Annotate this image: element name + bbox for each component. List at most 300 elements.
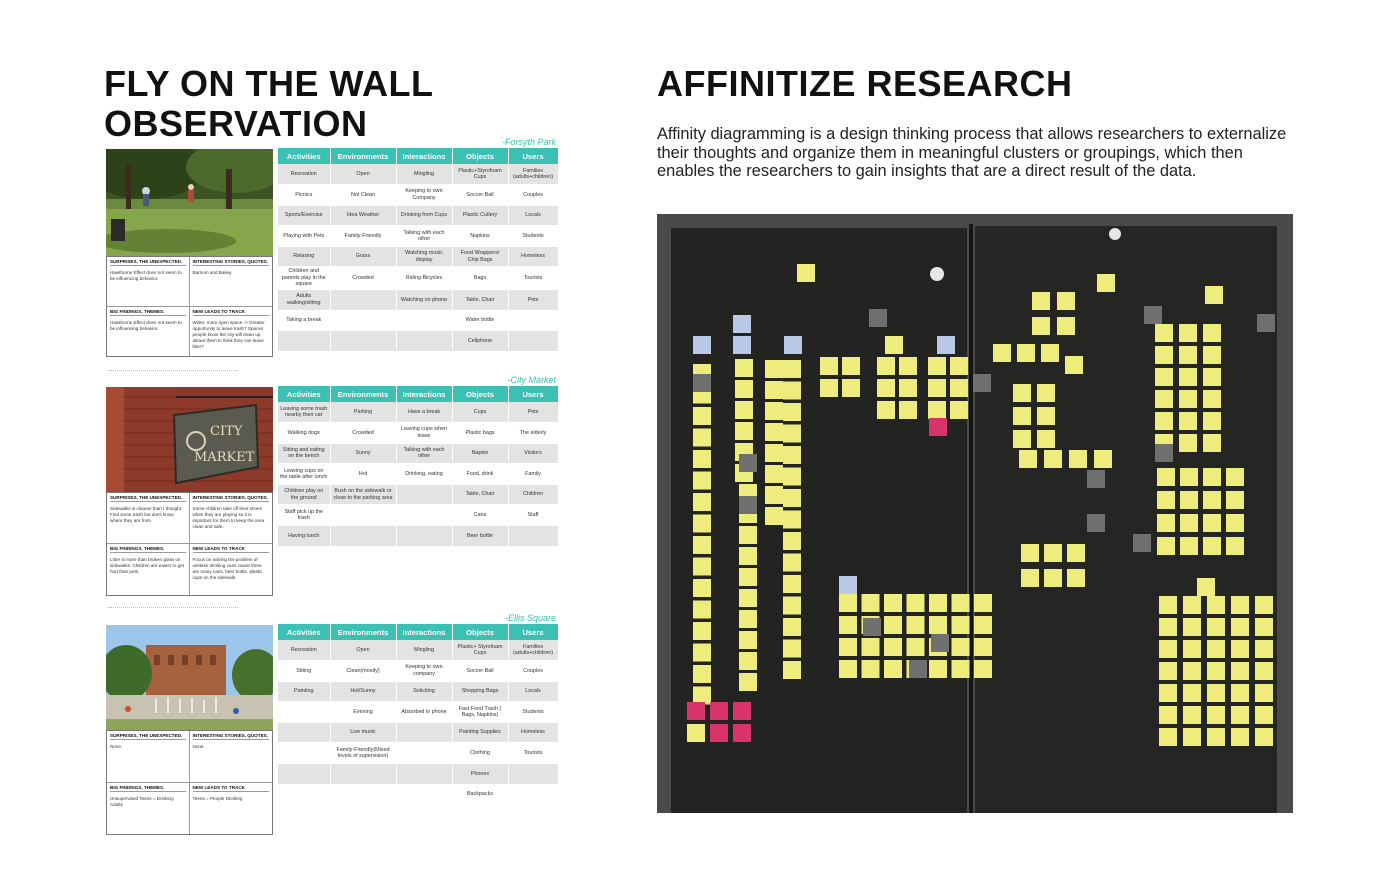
sticky-note	[1255, 596, 1273, 614]
sticky-note	[765, 465, 783, 483]
table-cell: Children play on the ground	[278, 484, 330, 505]
table-cell: Napkin	[452, 443, 508, 464]
sticky-note	[1226, 514, 1244, 532]
table-cell: Leaving cups when leave	[396, 423, 452, 444]
sticky-note	[950, 401, 968, 419]
stories-heading: INTERESTING STORIES, QUOTES.	[192, 259, 268, 264]
observation-section-forsyth-park	[106, 137, 558, 357]
sticky-note	[929, 660, 947, 678]
sticky-note	[733, 702, 751, 720]
table-cell: Pets	[508, 402, 558, 423]
sticky-note	[877, 401, 895, 419]
sticky-note	[884, 660, 902, 678]
table-cell	[330, 289, 396, 310]
table-cell: Having lunch	[278, 526, 330, 547]
sticky-note	[1144, 306, 1162, 324]
table-cell: Parking	[330, 402, 396, 423]
column-header: Objects	[452, 386, 508, 402]
sticky-note	[693, 407, 711, 425]
sticky-note	[974, 616, 992, 634]
sticky-note	[1044, 569, 1062, 587]
sticky-note	[899, 401, 917, 419]
sticky-note	[952, 638, 970, 656]
table-cell	[508, 526, 558, 547]
sticky-note	[1159, 706, 1177, 724]
sticky-note	[1157, 537, 1175, 555]
sticky-note	[1255, 618, 1273, 636]
sticky-note	[1203, 537, 1221, 555]
table-cell: Cans	[452, 505, 508, 526]
sticky-note	[899, 379, 917, 397]
table-cell	[396, 484, 452, 505]
sticky-note	[1179, 434, 1197, 452]
sticky-note	[907, 616, 925, 634]
table-cell: Bush on the sidewalk or close to the parking area	[330, 484, 396, 505]
table-row	[278, 443, 558, 464]
sticky-note	[909, 660, 927, 678]
column-header: Activities	[278, 386, 330, 402]
sticky-note	[839, 660, 857, 678]
table-cell: Hot	[330, 464, 396, 485]
section-divider	[108, 370, 238, 371]
sticky-note	[928, 357, 946, 375]
sticky-note	[1179, 412, 1197, 430]
table-cell	[278, 784, 330, 805]
table-cell: Couples	[508, 185, 558, 206]
table-row	[278, 722, 558, 743]
sticky-note	[710, 702, 728, 720]
sticky-note	[687, 724, 705, 742]
surprises-text: Sidewalks is cleaner than I thought. Find some trash but don't know where they are from	[110, 506, 183, 523]
stories-text: Some children take off their shoes when they are playing so it is important for them to keep the area clean and safe.	[192, 506, 265, 529]
column-header: Users	[508, 624, 558, 640]
sticky-note	[1087, 470, 1105, 488]
sticky-note	[1179, 390, 1197, 408]
sticky-note	[1155, 346, 1173, 364]
sticky-note	[765, 423, 783, 441]
table-cell	[396, 743, 452, 764]
sticky-note	[693, 336, 711, 354]
sticky-note	[1069, 450, 1087, 468]
table-cell	[396, 722, 452, 743]
svg-text:CITY: CITY	[210, 424, 243, 439]
sticky-note	[1203, 324, 1221, 342]
table-row	[278, 246, 558, 267]
sticky-note	[1207, 706, 1225, 724]
table-cell: Children and parents play in the square	[278, 267, 330, 290]
sticky-note	[1157, 514, 1175, 532]
sticky-note	[693, 558, 711, 576]
table-cell: Sitting and eating on the bench	[278, 443, 330, 464]
table-cell: Family-Friendly(Mixed levels of supervision)	[330, 743, 396, 764]
table-cell	[330, 764, 396, 785]
sticky-note	[1255, 640, 1273, 658]
sticky-note	[1037, 384, 1055, 402]
table-cell: Grass	[330, 246, 396, 267]
table-cell: Tourists	[508, 267, 558, 290]
sticky-note	[1021, 569, 1039, 587]
sticky-note	[693, 579, 711, 597]
sticky-note	[1203, 468, 1221, 486]
table-row	[278, 484, 558, 505]
table-header	[278, 624, 558, 640]
table-cell: Mingling	[396, 640, 452, 661]
column-header: Environments	[330, 148, 396, 164]
table-cell	[278, 722, 330, 743]
sticky-note	[907, 594, 925, 612]
sticky-note	[1207, 596, 1225, 614]
sticky-note	[1041, 344, 1059, 362]
column-header: Interactions	[396, 624, 452, 640]
column-header: Objects	[452, 624, 508, 640]
table-cell: Pets	[508, 289, 558, 310]
sticky-note	[733, 724, 751, 742]
column-header: Activities	[278, 624, 330, 640]
table-cell	[508, 310, 558, 331]
table-cell: Have a break	[396, 402, 452, 423]
table-row	[278, 526, 558, 547]
table-cell	[396, 505, 452, 526]
sticky-note	[1231, 684, 1249, 702]
sticky-note	[783, 468, 801, 486]
sticky-note	[1159, 618, 1177, 636]
table-cell: Live music	[330, 722, 396, 743]
sticky-note	[1087, 514, 1105, 532]
table-row	[278, 784, 558, 805]
sticky-note	[974, 638, 992, 656]
sticky-note	[862, 660, 880, 678]
sticky-note	[1097, 274, 1115, 292]
sticky-note	[739, 454, 757, 472]
sticky-note	[974, 594, 992, 612]
sticky-note	[862, 594, 880, 612]
observation-title: FLY ON THE WALL OBSERVATION	[104, 63, 433, 144]
stories-text: Barnum and Bailey.	[192, 270, 233, 275]
sticky-note	[739, 610, 757, 628]
sticky-note	[1159, 640, 1177, 658]
table-cell: Picnics	[278, 185, 330, 206]
affinitize-title: AFFINITIZE RESEARCH	[657, 63, 1073, 104]
sticky-note	[899, 357, 917, 375]
sticky-note	[1203, 491, 1221, 509]
table-cell: Talking with each other	[396, 443, 452, 464]
table-cell: Table, Chair	[452, 289, 508, 310]
table-cell	[396, 526, 452, 547]
sticky-note	[950, 379, 968, 397]
sticky-note	[1037, 430, 1055, 448]
table-row	[278, 226, 558, 247]
table-cell	[278, 331, 330, 352]
sticky-note	[765, 381, 783, 399]
table-row	[278, 702, 558, 723]
table-cell: Cellphone	[452, 331, 508, 352]
svg-text:MARKET: MARKET	[194, 450, 255, 465]
sticky-note	[693, 601, 711, 619]
observation-section-ellis-square	[106, 613, 558, 835]
sticky-note	[693, 536, 711, 554]
table-cell: Cups	[452, 402, 508, 423]
sticky-note	[783, 532, 801, 550]
location-label: -Ellis Square	[504, 613, 556, 623]
table-cell	[330, 310, 396, 331]
table-cell: Absorbed in phone	[396, 702, 452, 723]
observation-table	[278, 624, 559, 805]
table-cell: Crowded	[330, 423, 396, 444]
table-cell: Families (adults+children)	[508, 164, 558, 185]
sticky-note	[1157, 468, 1175, 486]
observation-notes	[106, 730, 273, 835]
sticky-note	[1183, 662, 1201, 680]
surprises-heading: SURPRISES, THE UNEXPECTED.	[110, 733, 186, 740]
sticky-note	[1183, 640, 1201, 658]
sticky-note	[974, 660, 992, 678]
sticky-note	[1203, 434, 1221, 452]
sticky-note	[1157, 491, 1175, 509]
findings-text: Hawthorne Effect does not seem to be influencing behavior.	[110, 319, 182, 331]
sticky-note	[820, 379, 838, 397]
sticky-note	[1159, 684, 1177, 702]
sticky-note	[952, 616, 970, 634]
table-cell: Riding Bicycles	[396, 267, 452, 290]
sticky-note	[1179, 368, 1197, 386]
table-cell	[278, 743, 330, 764]
sticky-note	[693, 665, 711, 683]
sticky-note	[739, 568, 757, 586]
pin-icon	[1109, 228, 1121, 240]
sticky-note	[1205, 286, 1223, 304]
sticky-note	[1013, 407, 1031, 425]
sticky-note	[735, 401, 753, 419]
sticky-note	[1183, 706, 1201, 724]
column-header: Environments	[330, 386, 396, 402]
table-cell: Water bottle	[452, 310, 508, 331]
table-cell: Talking with each other	[396, 226, 452, 247]
sticky-note	[928, 379, 946, 397]
table-cell: Hot/Sunny	[330, 681, 396, 702]
sticky-note	[820, 357, 838, 375]
sticky-note	[1231, 706, 1249, 724]
table-cell	[396, 764, 452, 785]
sticky-note	[1155, 444, 1173, 462]
sticky-note	[765, 444, 783, 462]
sticky-note	[1180, 537, 1198, 555]
sticky-note	[1183, 618, 1201, 636]
column-header: Interactions	[396, 386, 452, 402]
table-row	[278, 423, 558, 444]
sticky-note	[687, 702, 705, 720]
sticky-note	[1057, 292, 1075, 310]
sticky-note	[877, 379, 895, 397]
table-cell: Couples	[508, 661, 558, 682]
sticky-note	[1057, 317, 1075, 335]
sticky-note	[783, 640, 801, 658]
sticky-note	[783, 575, 801, 593]
sticky-note	[993, 344, 1011, 362]
table-cell: Students	[508, 226, 558, 247]
table-cell: Family	[508, 464, 558, 485]
observation-notes	[106, 492, 273, 596]
location-label: -City Market	[507, 375, 556, 385]
sticky-note	[863, 618, 881, 636]
sticky-note	[1067, 544, 1085, 562]
findings-text: Litter is more than broken glass on sidewalks. Children are easier to get hurt than pets.	[110, 557, 185, 574]
sticky-note	[884, 594, 902, 612]
sticky-note	[1133, 534, 1151, 552]
table-cell	[508, 784, 558, 805]
table-cell: Painting	[278, 681, 330, 702]
sticky-note	[783, 618, 801, 636]
sticky-note	[710, 724, 728, 742]
sticky-note	[1183, 596, 1201, 614]
sticky-note	[1180, 514, 1198, 532]
sticky-note	[950, 357, 968, 375]
table-cell: Sunny	[330, 443, 396, 464]
sticky-note	[1231, 596, 1249, 614]
sticky-note	[783, 425, 801, 443]
sticky-note	[739, 496, 757, 514]
sticky-note	[839, 594, 857, 612]
sticky-note	[885, 336, 903, 354]
table-row	[278, 661, 558, 682]
table-cell: Fast Food Trash ( Bags, Napkins)	[452, 702, 508, 723]
observation-notes	[106, 256, 273, 357]
table-cell: Locals	[508, 681, 558, 702]
sticky-note	[1179, 346, 1197, 364]
sticky-note	[842, 379, 860, 397]
sticky-note	[928, 401, 946, 419]
table-cell: Family-Friendly	[330, 226, 396, 247]
table-cell: Playing with Pets	[278, 226, 330, 247]
sticky-note	[733, 315, 751, 333]
sticky-note	[693, 493, 711, 511]
table-row	[278, 267, 558, 290]
column-header: Environments	[330, 624, 396, 640]
sticky-note	[1013, 384, 1031, 402]
sticky-note	[973, 374, 991, 392]
table-cell: Recreation	[278, 640, 330, 661]
table-cell: Food, drink	[452, 464, 508, 485]
sticky-note	[797, 264, 815, 282]
table-cell: Keeping to own Company	[396, 185, 452, 206]
table-cell: Students	[508, 702, 558, 723]
sticky-note	[739, 589, 757, 607]
table-cell: Locals	[508, 205, 558, 226]
table-cell: Tourists	[508, 743, 558, 764]
leads-heading: NEW LEADS TO TRACK	[193, 785, 270, 792]
table-cell: Sitting	[278, 661, 330, 682]
table-cell	[278, 702, 330, 723]
sticky-note	[1257, 314, 1275, 332]
sticky-note	[1044, 450, 1062, 468]
table-cell: Not Clean	[330, 185, 396, 206]
table-row	[278, 640, 558, 661]
sticky-note	[693, 472, 711, 490]
sticky-note	[765, 360, 783, 378]
table-row	[278, 185, 558, 206]
sticky-note	[783, 661, 801, 679]
table-cell: Families (adults+children)	[508, 640, 558, 661]
park-photo	[106, 149, 273, 261]
sticky-note	[1179, 324, 1197, 342]
findings-heading: BIG FINDINGS, THEMES.	[110, 546, 186, 553]
table-row	[278, 505, 558, 526]
table-cell	[330, 784, 396, 805]
table-cell: Leaving some trash nearby their car	[278, 402, 330, 423]
table-row	[278, 743, 558, 764]
table-cell: Bags	[452, 267, 508, 290]
sticky-note	[1155, 390, 1173, 408]
table-cell: Idea Weather	[330, 205, 396, 226]
square-photo	[106, 625, 273, 731]
table-cell	[330, 331, 396, 352]
stories-text: None.	[192, 744, 205, 749]
sticky-note	[1183, 684, 1201, 702]
stories-heading: INTERESTING STORIES, QUOTES.	[192, 733, 268, 738]
table-cell: Homeless	[508, 722, 558, 743]
sticky-note	[1231, 640, 1249, 658]
table-cell: Painting Supplies	[452, 722, 508, 743]
sticky-note	[739, 526, 757, 544]
table-cell: Plastic+Styrofoam Cups	[452, 164, 508, 185]
table-cell: Clean(mostly)	[330, 661, 396, 682]
sticky-note	[1203, 368, 1221, 386]
table-row	[278, 681, 558, 702]
sticky-note	[765, 507, 783, 525]
sticky-note	[1255, 684, 1273, 702]
sticky-note	[1180, 468, 1198, 486]
sticky-note	[842, 357, 860, 375]
table-cell: Napkins	[452, 226, 508, 247]
sticky-note	[1019, 450, 1037, 468]
sticky-note	[739, 652, 757, 670]
table-cell: Visitors	[508, 443, 558, 464]
findings-text: Unsupervised Teens = Drinking Adults	[110, 795, 174, 807]
sticky-note	[1231, 618, 1249, 636]
pin-icon	[930, 267, 944, 281]
sticky-note	[1155, 324, 1173, 342]
table-cell: Soliciting	[396, 681, 452, 702]
table-cell: Staff	[508, 505, 558, 526]
sticky-note	[929, 616, 947, 634]
sticky-note	[733, 336, 751, 354]
sticky-note	[869, 309, 887, 327]
sticky-note	[1021, 544, 1039, 562]
table-cell: Table, Chair	[452, 484, 508, 505]
table-cell	[396, 784, 452, 805]
sticky-note	[1155, 412, 1173, 430]
sticky-note	[739, 547, 757, 565]
table-cell: Recreation	[278, 164, 330, 185]
sticky-note	[784, 336, 802, 354]
sticky-note	[1231, 728, 1249, 746]
table-cell: Homeless	[508, 246, 558, 267]
sticky-note	[693, 515, 711, 533]
table-cell	[330, 526, 396, 547]
table-cell: Watching music display	[396, 246, 452, 267]
sticky-note	[1207, 684, 1225, 702]
sticky-note	[929, 594, 947, 612]
table-cell: Taking a break	[278, 310, 330, 331]
table-cell	[330, 505, 396, 526]
table-cell: Relaxing	[278, 246, 330, 267]
table-cell: Mingling	[396, 164, 452, 185]
sticky-note	[765, 402, 783, 420]
table-row	[278, 164, 558, 185]
sticky-note	[937, 336, 955, 354]
sticky-note	[1207, 618, 1225, 636]
table-cell: Children	[508, 484, 558, 505]
table-cell: Crowded	[330, 267, 396, 290]
